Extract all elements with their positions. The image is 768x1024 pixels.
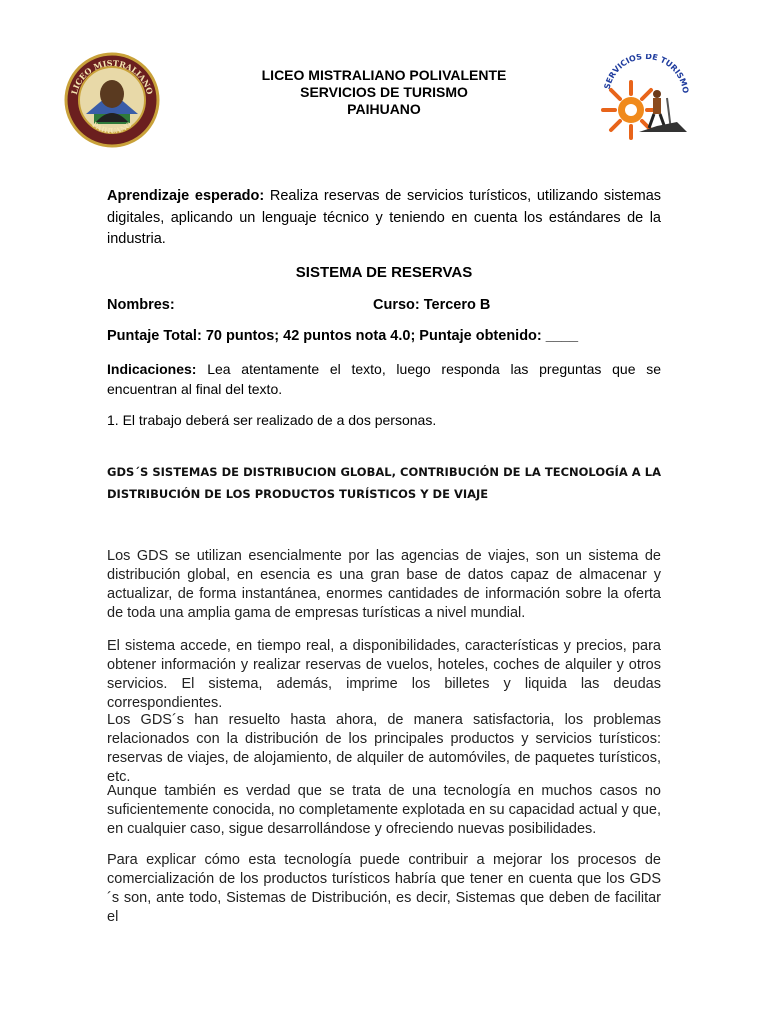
instructions-text: Lea atentamente el texto, luego responda las preguntas que se encuentran al final del texto. [107,361,662,397]
svg-text:SERVICIOS DE TURISMO: SERVICIOS DE TURISMO [602,54,691,94]
instructions [107,359,661,399]
school-header [180,67,588,118]
school-seal-text [64,52,160,148]
article-paragraph-5: Para explicar cómo esta tecnología puede contribuir a mejorar los procesos de comercialización de los productos turísticos habría que tener en cuenta que los GDS´s son, ante todo, Sistemas de Distribución, es decir, Sistemas que deben de facilitar el [107,852,661,925]
course-label: Curso: Tercero B [373,297,491,313]
article-paragraph-3: Los GDS´s han resuelto hasta ahora, de manera satisfactoria, los problemas relacionados con la distribución de los principales productos y servicios turísticos: reservas de viajes, de alojamiento, de alquiler de automóviles, de paquetes turísticos, etc. [107,712,661,785]
instructions-label: Indicaciones: [107,361,197,377]
school-name: LICEO MISTRALIANO POLIVALENTE [261,67,507,83]
article-paragraph-4: Aunque también es verdad que se trata de una tecnología en muchos casos no suficientemente conocida, no completamente explotada en su capacidad actual y que, en cualquier caso, sigue desarrollándose y ofreciendo nuevas posibilidades. [107,783,661,837]
list-item: 1. El trabajo deberá ser realizado de a dos personas. [107,412,437,428]
score-line: Puntaje Total: 70 puntos; 42 puntos nota 4.0; Puntaje obtenido: ____ [107,328,579,344]
section-title: SISTEMA DE RESERVAS [295,264,473,281]
svg-text:LICEO MISTRALIANO: LICEO MISTRALIANO [68,57,156,96]
learning-objective [107,186,661,251]
learning-objective-text: Realiza reservas de servicios turísticos, utilizando sistemas digitales, aplicando un lenguaje técnico y teniendo en cuenta los estándares de la industria. [107,188,662,247]
learning-objective-label: Aprendizaje esperado: [107,188,265,204]
article-title: GDS´S SISTEMAS DE DISTRIBUCION GLOBAL, CONTRIBUCIÓN DE LA TECNOLOGÍA A LA DISTRIBUCIÓN DE LOS PRODUCTOS TURÍSTICOS Y DE VIAJE [107,465,661,501]
article-paragraph-2: El sistema accede, en tiempo real, a disponibilidades, características y precios, para obtener información y realizar reservas de vuelos, hoteles, coches de alquiler y otros servicios. El sistema, además, imprime los billetes y liquida las deudas correspondientes. [107,638,661,711]
location-name: PAIHUANO [347,101,421,117]
article-paragraph-1: Los GDS se utilizan esencialmente por las agencias de viajes, son un sistema de distribución global, en esencia es una gran base de datos capaz de almacenar y actualizar, de forma instantánea, enormes cantidades de información sobre la oferta de toda una amplia gama de empresas turísticas a nivel mundial. [107,548,661,621]
department-name: SERVICIOS DE TURISMO [300,84,468,100]
svg-text:PAIHUANO: PAIHUANO [90,119,134,136]
names-label: Nombres: [107,297,175,313]
tourism-sun-hiker-icon [591,54,691,154]
